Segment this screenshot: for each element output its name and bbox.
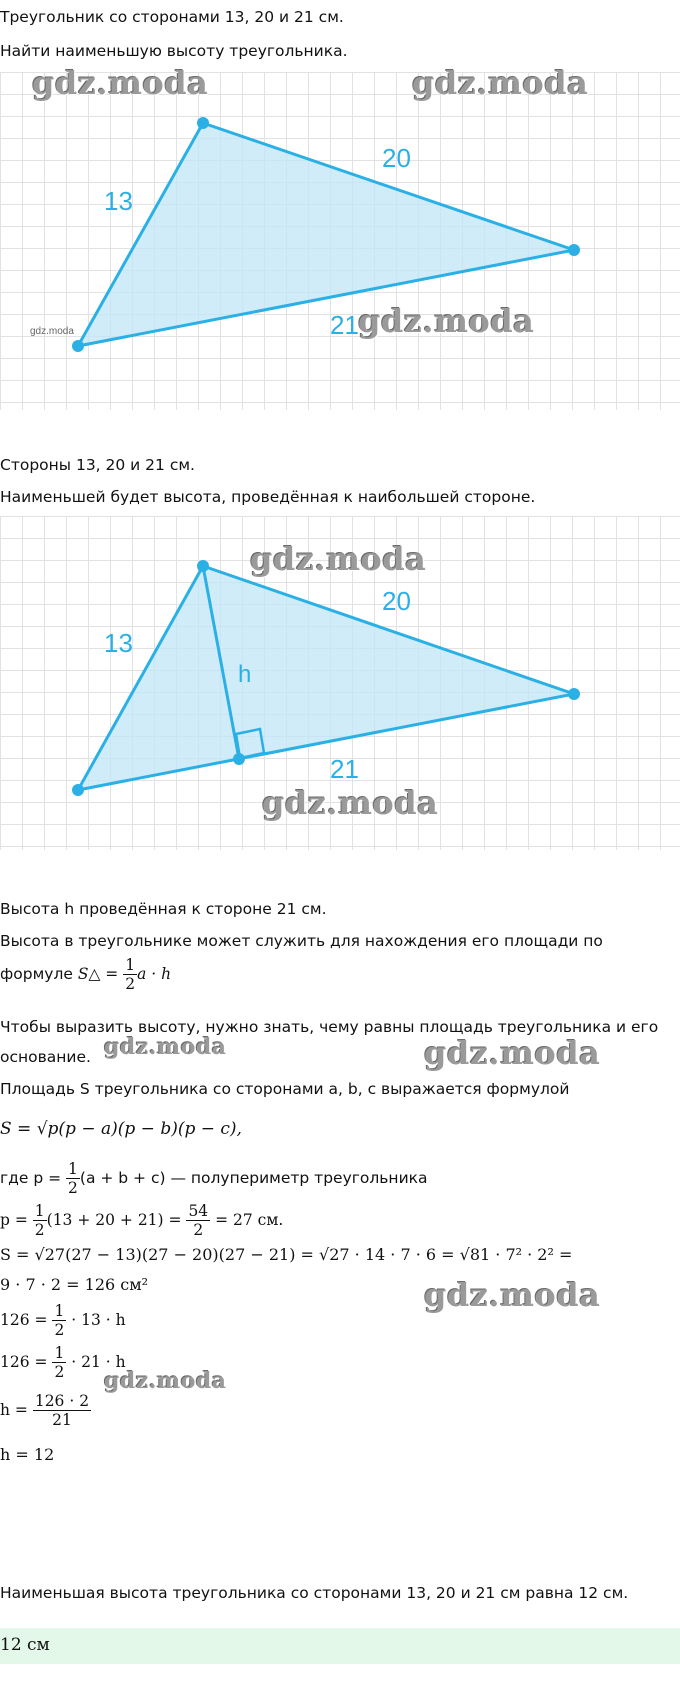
fraction-54-2: [186, 1202, 210, 1239]
side-label-13: 13: [104, 186, 133, 216]
half-fraction: [52, 1302, 66, 1339]
eq2-right: · 21 · h: [66, 1353, 126, 1371]
area-formula-left: S△ =: [77, 965, 124, 983]
sides-text: Стороны 13, 20 и 21 см.: [0, 456, 195, 474]
vertex-top: [197, 117, 209, 129]
vertex-left: [72, 340, 84, 352]
triangle-shape: [78, 566, 574, 790]
area-use-line-1: Высота в треугольнике может служить для нахождения его площади по: [0, 932, 603, 950]
s-calc-line: S = √27(27 − 13)(27 − 20)(27 − 21) = √27 · 14 · 7 · 6 = √81 · 7² · 2² =: [0, 1245, 573, 1264]
heron-formula: S = √p(p − a)(p − b)(p − c),: [0, 1119, 242, 1139]
eq2-left: 126 =: [0, 1353, 53, 1371]
watermark-small: gdz.moda: [30, 326, 74, 337]
semi-prefix: где p =: [0, 1169, 67, 1187]
s-result-line: 9 · 7 · 2 = 126 см²: [0, 1275, 149, 1294]
express-line-1: Чтобы выразить высоту, нужно знать, чему равны площадь треугольника и его: [0, 1018, 659, 1036]
frac-numerator: 1: [125, 956, 136, 974]
p-calc-line: [0, 1198, 283, 1242]
vertex-left: [72, 784, 84, 796]
watermark: gdz.moda: [412, 64, 589, 102]
eq1-left: 126 =: [0, 1311, 53, 1329]
heron-intro: Площадь S треугольника со сторонами a, b, c выражается формулой: [0, 1080, 570, 1098]
frac-numerator: 1: [68, 1160, 78, 1178]
area-formula-line: [0, 952, 171, 996]
watermark: gdz.moda: [262, 784, 439, 822]
area-formula-prefix: формуле: [0, 965, 73, 983]
p-calc-prefix: p =: [0, 1211, 33, 1229]
answer-box: [0, 1628, 680, 1664]
watermark: gdz.moda: [424, 1276, 601, 1314]
watermark: gdz.moda: [104, 1368, 227, 1394]
watermark: gdz.moda: [424, 1034, 601, 1072]
watermark: gdz.moda: [32, 64, 209, 102]
frac-denominator: 2: [34, 1221, 45, 1239]
watermark: gdz.moda: [358, 302, 535, 340]
half-fraction: [123, 956, 137, 993]
answer-value: 12 см: [0, 1635, 50, 1655]
frac-denominator: 2: [193, 1221, 204, 1239]
half-fraction: [33, 1202, 47, 1239]
smallest-height-text: Наименьшей будет высота, проведённая к наибольшей стороне.: [0, 488, 536, 506]
h-fraction: [33, 1392, 91, 1429]
side-label-20: 20: [382, 143, 411, 173]
h-final: h = 12: [0, 1445, 55, 1464]
vertex-foot: [233, 753, 245, 765]
frac-denominator: 2: [125, 975, 136, 993]
conclusion-text: Наименьшая высота треугольника со сторонами 13, 20 и 21 см равна 12 см.: [0, 1584, 629, 1602]
vertex-right: [568, 244, 580, 256]
watermark: gdz.moda: [104, 1034, 227, 1060]
frac-numerator: 1: [54, 1302, 65, 1320]
p-calc-suffix: = 27 см.: [210, 1211, 284, 1229]
frac-numerator: 1: [34, 1202, 45, 1220]
height-to-side-text: Высота h проведённая к стороне 21 см.: [0, 900, 327, 918]
frac-numerator: 1: [54, 1344, 65, 1362]
eq1-right: · 13 · h: [66, 1311, 126, 1329]
watermark: gdz.moda: [250, 540, 427, 578]
side-label-13: 13: [104, 628, 133, 658]
semiperimeter-line: [0, 1156, 428, 1200]
side-label-21: 21: [330, 310, 359, 340]
side-label-20: 20: [382, 586, 411, 616]
height-label: h: [238, 661, 252, 688]
half-fraction: [52, 1344, 66, 1381]
h-left: h =: [0, 1401, 33, 1419]
frac-denominator: 2: [54, 1363, 65, 1381]
p-calc-mid: (13 + 20 + 21) =: [46, 1211, 187, 1229]
half-fraction: [66, 1160, 80, 1197]
frac-denominator: 2: [54, 1321, 65, 1339]
figure-1-grid: [0, 72, 680, 410]
express-line-2: основание.: [0, 1048, 91, 1066]
frac-numerator: 126 · 2: [34, 1392, 90, 1410]
problem-line-1: Треугольник со сторонами 13, 20 и 21 см.: [0, 8, 344, 26]
frac-denominator: 21: [52, 1411, 72, 1429]
side-label-21: 21: [330, 754, 359, 784]
figure-1-triangle: [0, 72, 680, 410]
problem-line-2: Найти наименьшую высоту треугольника.: [0, 42, 348, 60]
vertex-right: [568, 688, 580, 700]
frac-numerator: 54: [188, 1202, 209, 1220]
semi-suffix: (a + b + c) — полупериметр треугольника: [79, 1169, 428, 1187]
equation-1: [0, 1298, 126, 1342]
area-formula-right: a · h: [137, 965, 172, 983]
h-fraction-line: [0, 1386, 91, 1434]
vertex-top: [197, 560, 209, 572]
frac-denominator: 2: [68, 1179, 78, 1197]
